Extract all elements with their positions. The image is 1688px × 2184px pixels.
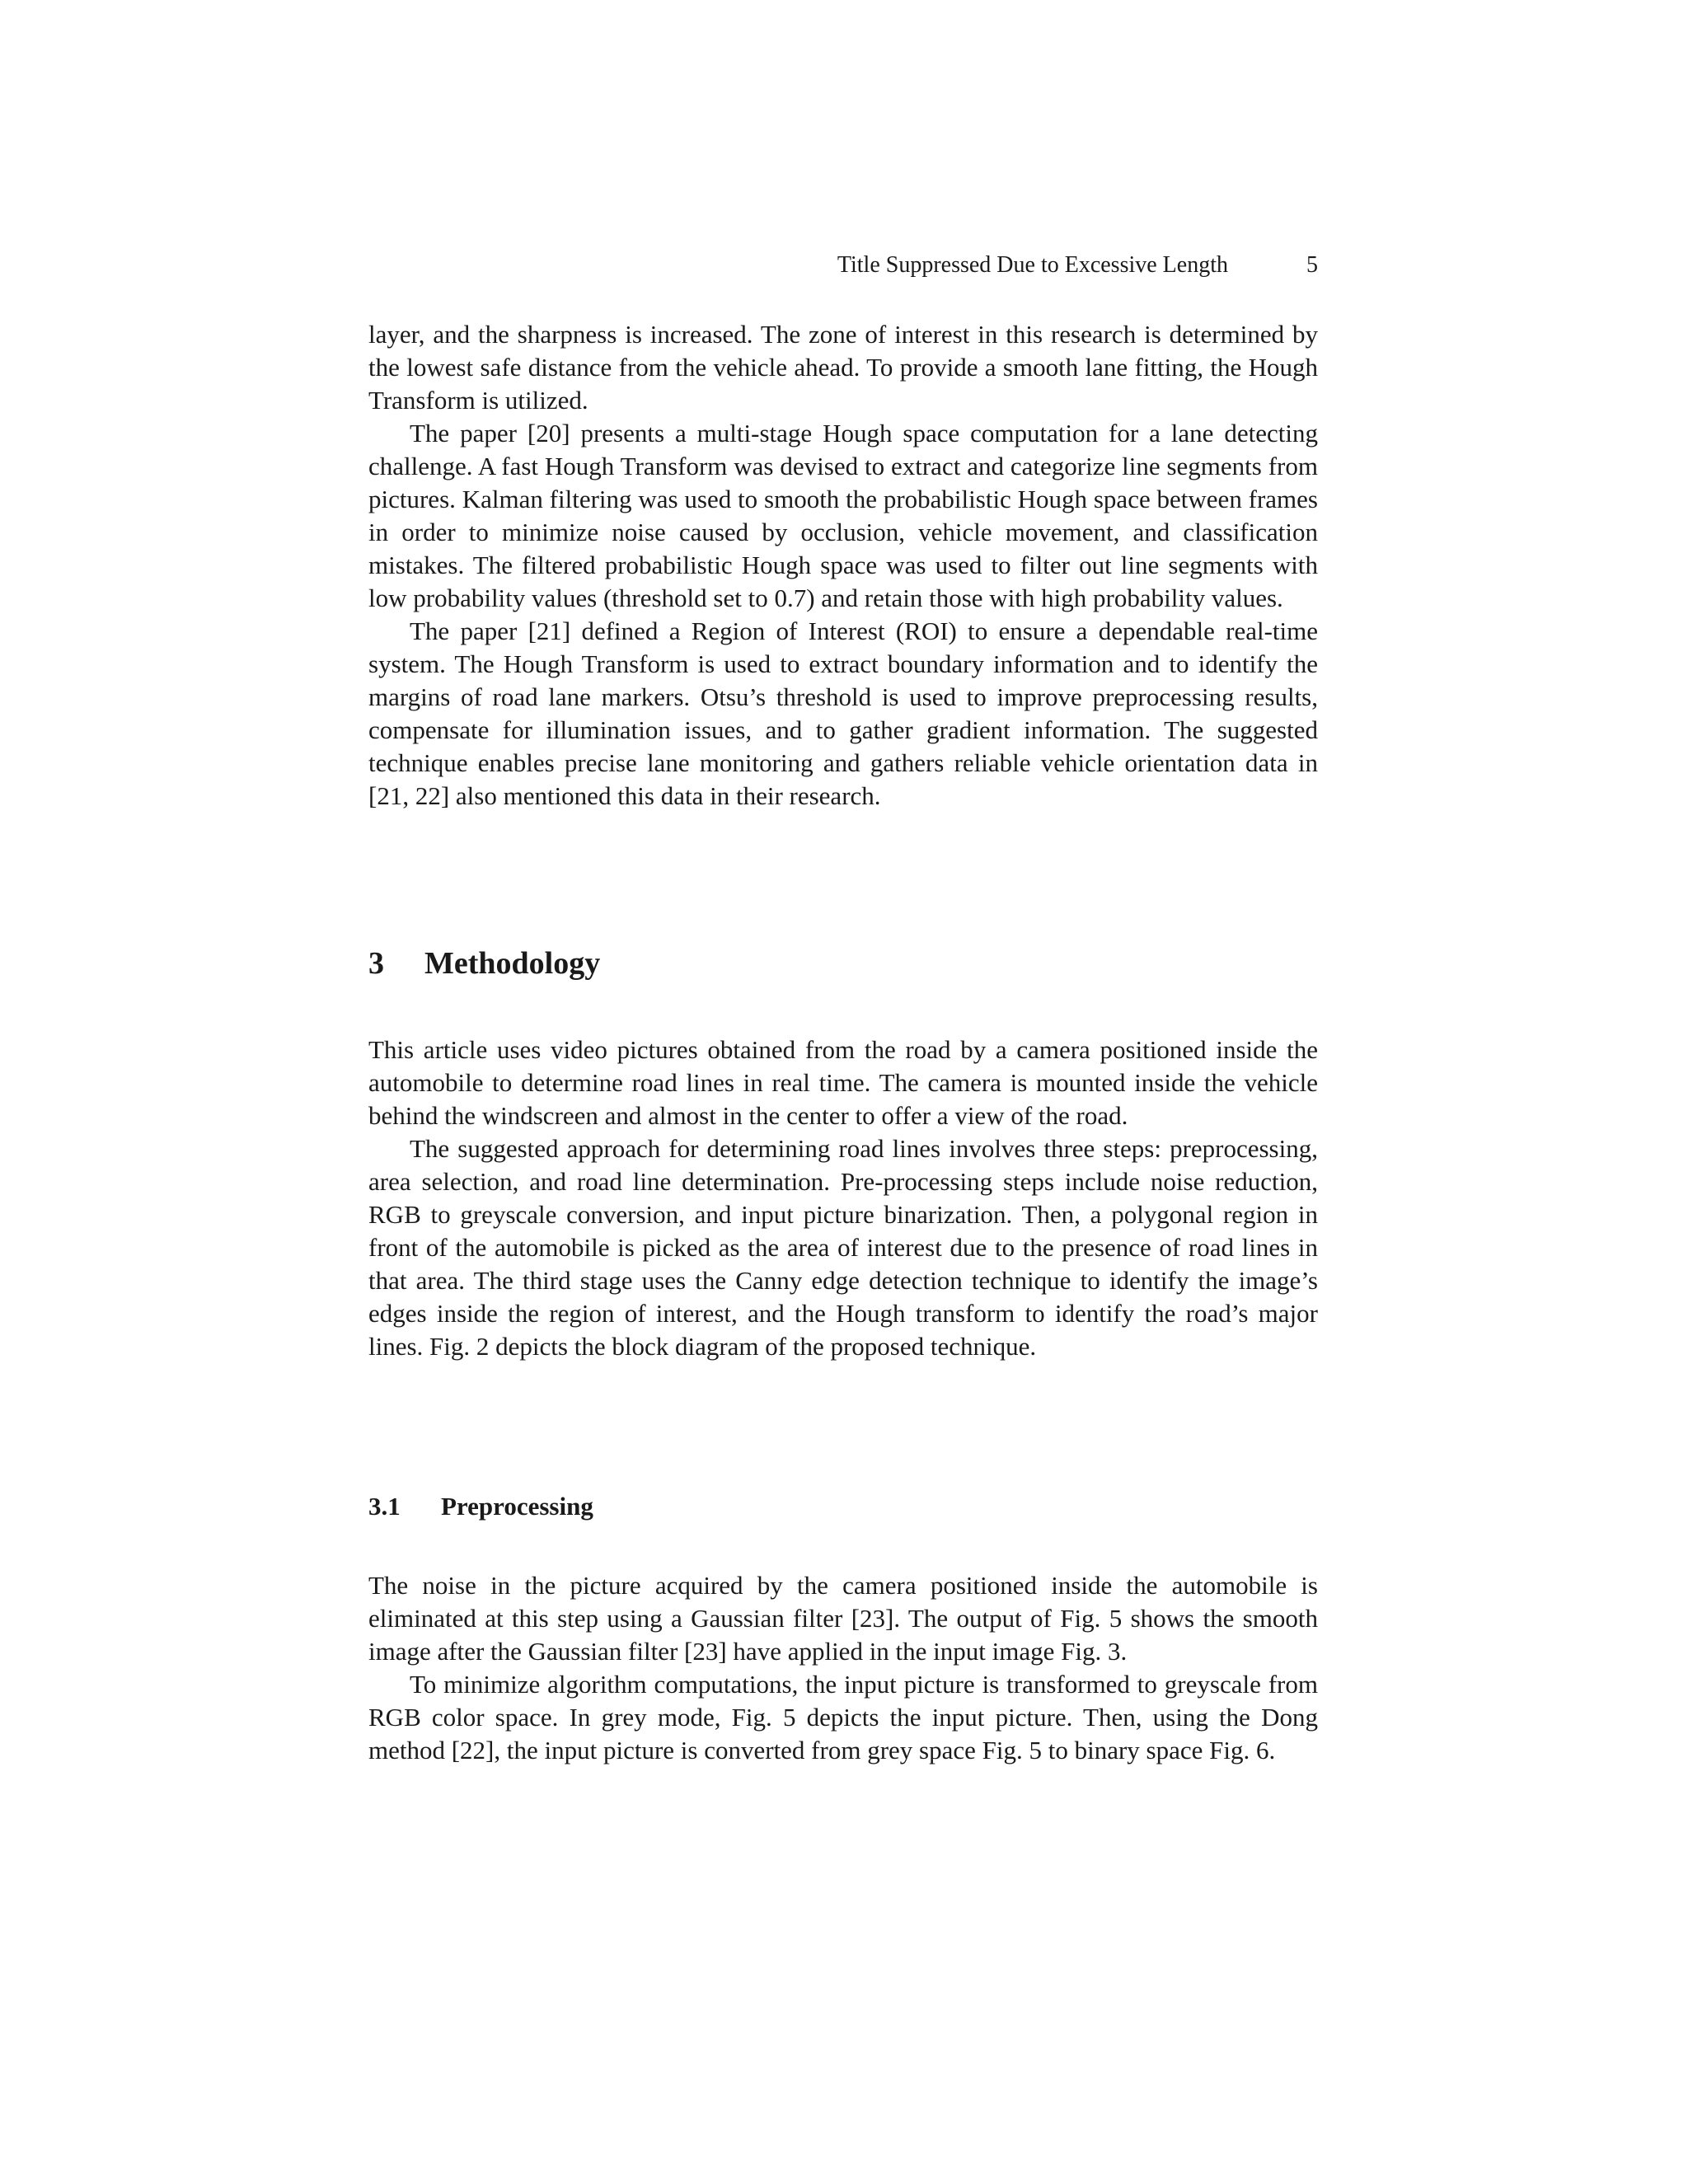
- section-heading-methodology: [368, 943, 600, 984]
- body-paragraph: To minimize algorithm computations, the input picture is transformed to greyscale from RGB color space. In grey mode, Fig. 5 depicts the input picture. Then, using the Dong method [22], the input picture is converted from grey space Fig. 5 to binary space Fig. 6.: [368, 1670, 1318, 1765]
- body-paragraph: layer, and the sharpness is increased. The zone of interest in this research is determined by the lowest safe distance from the vehicle ahead. To provide a smooth lane fitting, the Hough Transform is utilized.: [368, 320, 1318, 415]
- preprocessing-body: [368, 1569, 1318, 1767]
- section-title: Methodology: [424, 946, 601, 981]
- body-paragraph: The paper [21] defined a Region of Interest (ROI) to ensure a dependable real-time system. The Hough Transform is used to extract boundary information and to identify the margins of road lane markers. Otsu’s threshold is used to improve preprocessing results, compensate for illumination issues, and to gather gradient information. The suggested technique enables precise lane monitoring and gathers reliable vehicle orientation data in [21, 22] also mentioned this data in their research.: [368, 616, 1318, 810]
- body-paragraph: The noise in the picture acquired by the camera positioned inside the automobile is eliminated at this step using a Gaussian filter [23]. The output of Fig. 5 shows the smooth image after the Gaussian filter [23] have applied in the input image Fig. 3.: [368, 1571, 1318, 1666]
- body-paragraph: This article uses video pictures obtained from the road by a camera positioned inside the automobile to determine road lines in real time. The camera is mounted inside the vehicle behind the windscreen and almost in the center to offer a view of the road.: [368, 1035, 1318, 1130]
- running-head-title: Title Suppressed Due to Excessive Length: [837, 252, 1228, 278]
- subsection-title: Preprocessing: [441, 1492, 593, 1521]
- body-paragraph: The suggested approach for determining road lines involves three steps: preprocessing, area selection, and road line determination. Pre-processing steps include noise reduction, RGB to greyscale conversion, and input picture binarization. Then, a polygonal region in front of the automobile is picked as the area of interest due to the presence of road lines in that area. The third stage uses the Canny edge detection technique to identify the image’s edges inside the region of interest, and the Hough transform to identify the road’s major lines. Fig. 2 depicts the block diagram of the proposed technique.: [368, 1134, 1318, 1361]
- running-head: [368, 249, 1318, 282]
- subsection-heading-preprocessing: [368, 1490, 593, 1523]
- subsection-number: 3.1: [368, 1492, 401, 1521]
- page-number: 5: [1306, 252, 1318, 278]
- section-number: 3: [368, 946, 384, 981]
- methodology-body: [368, 1033, 1318, 1363]
- body-paragraph: The paper [20] presents a multi-stage Hough space computation for a lane detecting challenge. A fast Hough Transform was devised to extract and categorize line segments from pictures. Kalman filtering was used to smooth the probabilistic Hough space between frames in order to minimize noise caused by occlusion, vehicle movement, and classification mistakes. The filtered probabilistic Hough space was used to filter out line segments with low probability values (threshold set to 0.7) and retain those with high probability values.: [368, 419, 1318, 612]
- related-work-continuation: [368, 318, 1318, 813]
